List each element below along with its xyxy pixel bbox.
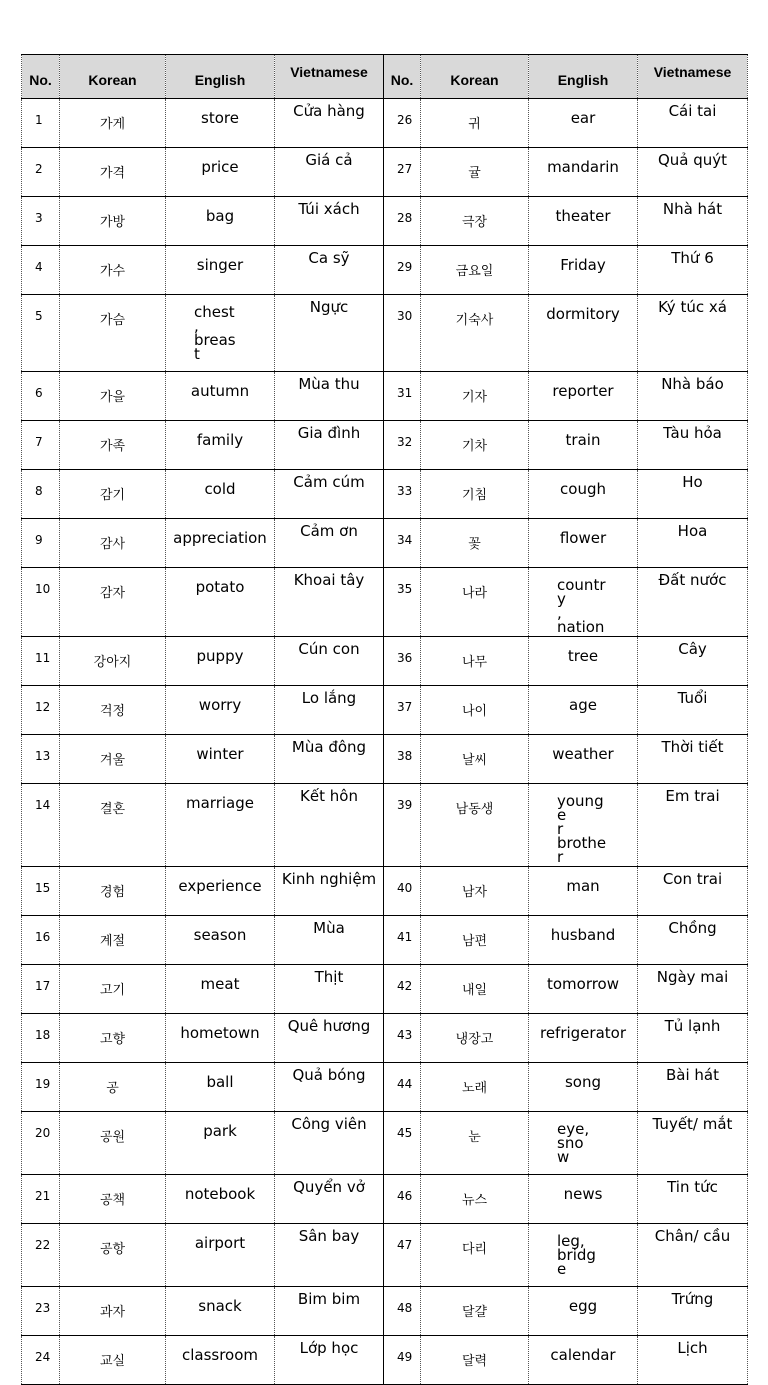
english-word: husband (529, 916, 638, 965)
english-word: airport (166, 1224, 275, 1287)
header-row (22, 55, 748, 99)
table-row (22, 519, 748, 568)
vietnamese-word: Sân bay (275, 1224, 384, 1287)
entry-number: 2 (22, 148, 60, 197)
vietnamese-word: Cảm ơn (275, 519, 384, 568)
table-row (22, 916, 748, 965)
vietnamese-word: Hoa (638, 519, 748, 568)
korean-word: 가수 (60, 246, 166, 295)
entry-number: 19 (22, 1063, 60, 1112)
vietnamese-word: Ký túc xá (638, 295, 748, 372)
entry-number: 12 (22, 686, 60, 735)
vietnamese-word: Chồng (638, 916, 748, 965)
english-word: song (529, 1063, 638, 1112)
vietnamese-word: Thời tiết (638, 735, 748, 784)
korean-word: 남자 (421, 867, 529, 916)
vietnamese-word: Lịch (638, 1336, 748, 1385)
vietnamese-word: Cún con (275, 637, 384, 686)
entry-number: 31 (384, 372, 421, 421)
korean-word: 가을 (60, 372, 166, 421)
korean-word: 가슴 (60, 295, 166, 372)
english-word: news (529, 1175, 638, 1224)
english-word: potato (166, 568, 275, 637)
table-row (22, 1112, 748, 1175)
korean-word: 나라 (421, 568, 529, 637)
korean-word: 달걀 (421, 1287, 529, 1336)
korean-word: 강아지 (60, 637, 166, 686)
korean-word: 달력 (421, 1336, 529, 1385)
english-word: price (166, 148, 275, 197)
header-vietnamese: Vietnamese (275, 55, 384, 99)
table-row (22, 1224, 748, 1287)
english-word-wrapped: leg, bridg e (557, 1232, 596, 1278)
entry-number: 29 (384, 246, 421, 295)
entry-number: 35 (384, 568, 421, 637)
vietnamese-word: Lo lắng (275, 686, 384, 735)
korean-word: 경험 (60, 867, 166, 916)
entry-number: 30 (384, 295, 421, 372)
english-word: weather (529, 735, 638, 784)
vietnamese-word: Bài hát (638, 1063, 748, 1112)
english-word: flower (529, 519, 638, 568)
entry-number: 14 (22, 784, 60, 867)
entry-number: 46 (384, 1175, 421, 1224)
vietnamese-word: Cảm cúm (275, 470, 384, 519)
table-row (22, 784, 748, 867)
vietnamese-word: Con trai (638, 867, 748, 916)
korean-word: 감자 (60, 568, 166, 637)
korean-word: 귀 (421, 99, 529, 148)
english-word: marriage (166, 784, 275, 867)
vietnamese-word: Quê hương (275, 1014, 384, 1063)
entry-number: 23 (22, 1287, 60, 1336)
entry-number: 27 (384, 148, 421, 197)
korean-word: 공항 (60, 1224, 166, 1287)
english-word: cold (166, 470, 275, 519)
korean-word: 뉴스 (421, 1175, 529, 1224)
korean-word: 노래 (421, 1063, 529, 1112)
entry-number: 43 (384, 1014, 421, 1063)
entry-number: 38 (384, 735, 421, 784)
vietnamese-word: Kinh nghiệm (275, 867, 384, 916)
entry-number: 44 (384, 1063, 421, 1112)
english-word: mandarin (529, 148, 638, 197)
english-word (166, 295, 275, 372)
table-row (22, 1063, 748, 1112)
korean-word: 날씨 (421, 735, 529, 784)
table-row (22, 295, 748, 372)
english-word: theater (529, 197, 638, 246)
korean-word: 공원 (60, 1112, 166, 1175)
english-word (529, 1224, 638, 1287)
vietnamese-word: Tàu hỏa (638, 421, 748, 470)
korean-word: 남동생 (421, 784, 529, 867)
vietnamese-word: Lớp học (275, 1336, 384, 1385)
vietnamese-word: Thịt (275, 965, 384, 1014)
english-word-wrapped: country , nation (557, 576, 606, 636)
english-word: bag (166, 197, 275, 246)
vietnamese-word: Khoai tây (275, 568, 384, 637)
english-word: singer (166, 246, 275, 295)
english-word: tree (529, 637, 638, 686)
table-row (22, 637, 748, 686)
vietnamese-word: Túi xách (275, 197, 384, 246)
vietnamese-word: Mùa thu (275, 372, 384, 421)
korean-word: 기자 (421, 372, 529, 421)
entry-number: 39 (384, 784, 421, 867)
english-word: park (166, 1112, 275, 1175)
korean-word: 공책 (60, 1175, 166, 1224)
english-word (529, 568, 638, 637)
english-word: ball (166, 1063, 275, 1112)
korean-word: 가족 (60, 421, 166, 470)
english-word: snack (166, 1287, 275, 1336)
vietnamese-word: Ca sỹ (275, 246, 384, 295)
english-word: notebook (166, 1175, 275, 1224)
table-row (22, 1287, 748, 1336)
english-word: store (166, 99, 275, 148)
korean-word: 가격 (60, 148, 166, 197)
entry-number: 45 (384, 1112, 421, 1175)
entry-number: 41 (384, 916, 421, 965)
entry-number: 15 (22, 867, 60, 916)
korean-word: 기숙사 (421, 295, 529, 372)
korean-word: 가게 (60, 99, 166, 148)
korean-word: 공 (60, 1063, 166, 1112)
table-row (22, 686, 748, 735)
table-row (22, 735, 748, 784)
vietnamese-word: Tin tức (638, 1175, 748, 1224)
table-row (22, 568, 748, 637)
vietnamese-word: Ngực (275, 295, 384, 372)
vietnamese-word: Công viên (275, 1112, 384, 1175)
english-word: refrigerator (529, 1014, 638, 1063)
entry-number: 37 (384, 686, 421, 735)
entry-number: 1 (22, 99, 60, 148)
entry-number: 40 (384, 867, 421, 916)
english-word: winter (166, 735, 275, 784)
table-row (22, 470, 748, 519)
vietnamese-word: Cây (638, 637, 748, 686)
english-word: hometown (166, 1014, 275, 1063)
korean-word: 고기 (60, 965, 166, 1014)
entry-number: 10 (22, 568, 60, 637)
english-word: classroom (166, 1336, 275, 1385)
korean-word: 귤 (421, 148, 529, 197)
vietnamese-word: Quả bóng (275, 1063, 384, 1112)
english-word: season (166, 916, 275, 965)
vietnamese-word: Chân/ cầu (638, 1224, 748, 1287)
entry-number: 48 (384, 1287, 421, 1336)
english-word: dormitory (529, 295, 638, 372)
vietnamese-word: Nhà báo (638, 372, 748, 421)
table-row (22, 148, 748, 197)
english-word-wrapped: chest , breas t (194, 303, 236, 363)
entry-number: 16 (22, 916, 60, 965)
vietnamese-word: Giá cả (275, 148, 384, 197)
korean-word: 눈 (421, 1112, 529, 1175)
korean-word: 꽃 (421, 519, 529, 568)
vietnamese-word: Ngày mai (638, 965, 748, 1014)
entry-number: 7 (22, 421, 60, 470)
header-vietnamese: Vietnamese (638, 55, 748, 99)
english-word: puppy (166, 637, 275, 686)
entry-number: 6 (22, 372, 60, 421)
korean-word: 다리 (421, 1224, 529, 1287)
header-no: No. (384, 55, 421, 99)
vietnamese-word: Nhà hát (638, 197, 748, 246)
entry-number: 20 (22, 1112, 60, 1175)
english-word: experience (166, 867, 275, 916)
table-row (22, 1014, 748, 1063)
table-row (22, 965, 748, 1014)
table-row (22, 372, 748, 421)
entry-number: 8 (22, 470, 60, 519)
entry-number: 18 (22, 1014, 60, 1063)
vietnamese-word: Kết hôn (275, 784, 384, 867)
table-row (22, 867, 748, 916)
entry-number: 9 (22, 519, 60, 568)
english-word: train (529, 421, 638, 470)
english-word-wrapped: younge r brothe r (557, 792, 607, 866)
english-word-wrapped: eye, sno w (557, 1120, 590, 1166)
table-row (22, 197, 748, 246)
korean-word: 교실 (60, 1336, 166, 1385)
vietnamese-word: Đất nước (638, 568, 748, 637)
korean-word: 가방 (60, 197, 166, 246)
english-word: family (166, 421, 275, 470)
entry-number: 28 (384, 197, 421, 246)
table-row (22, 421, 748, 470)
vietnamese-word: Thứ 6 (638, 246, 748, 295)
english-word: calendar (529, 1336, 638, 1385)
korean-word: 금요일 (421, 246, 529, 295)
vocabulary-body (22, 99, 748, 1385)
korean-word: 결혼 (60, 784, 166, 867)
vietnamese-word: Tuyết/ mắt (638, 1112, 748, 1175)
entry-number: 32 (384, 421, 421, 470)
english-word: tomorrow (529, 965, 638, 1014)
vietnamese-word: Quả quýt (638, 148, 748, 197)
english-word: worry (166, 686, 275, 735)
english-word: autumn (166, 372, 275, 421)
korean-word: 냉장고 (421, 1014, 529, 1063)
vietnamese-word: Gia đình (275, 421, 384, 470)
vietnamese-word: Trứng (638, 1287, 748, 1336)
korean-word: 감기 (60, 470, 166, 519)
korean-word: 기침 (421, 470, 529, 519)
english-word: man (529, 867, 638, 916)
vietnamese-word: Cái tai (638, 99, 748, 148)
entry-number: 13 (22, 735, 60, 784)
entry-number: 21 (22, 1175, 60, 1224)
header-english: English (529, 55, 638, 99)
vocabulary-table (21, 54, 748, 1385)
entry-number: 33 (384, 470, 421, 519)
entry-number: 17 (22, 965, 60, 1014)
korean-word: 계절 (60, 916, 166, 965)
english-word (529, 784, 638, 867)
korean-word: 감사 (60, 519, 166, 568)
english-word: appreciation (166, 519, 275, 568)
english-word: egg (529, 1287, 638, 1336)
entry-number: 42 (384, 965, 421, 1014)
entry-number: 22 (22, 1224, 60, 1287)
korean-word: 나무 (421, 637, 529, 686)
entry-number: 49 (384, 1336, 421, 1385)
korean-word: 고향 (60, 1014, 166, 1063)
korean-word: 과자 (60, 1287, 166, 1336)
entry-number: 3 (22, 197, 60, 246)
english-word: Friday (529, 246, 638, 295)
entry-number: 47 (384, 1224, 421, 1287)
korean-word: 기차 (421, 421, 529, 470)
entry-number: 34 (384, 519, 421, 568)
korean-word: 겨울 (60, 735, 166, 784)
table-row (22, 1175, 748, 1224)
header-korean: Korean (421, 55, 529, 99)
english-word: reporter (529, 372, 638, 421)
header-korean: Korean (60, 55, 166, 99)
english-word: cough (529, 470, 638, 519)
table-row (22, 99, 748, 148)
vietnamese-word: Em trai (638, 784, 748, 867)
header-english: English (166, 55, 275, 99)
table-row (22, 1336, 748, 1385)
korean-word: 걱정 (60, 686, 166, 735)
entry-number: 4 (22, 246, 60, 295)
english-word: ear (529, 99, 638, 148)
vietnamese-word: Quyển vở (275, 1175, 384, 1224)
vietnamese-word: Mùa đông (275, 735, 384, 784)
korean-word: 남편 (421, 916, 529, 965)
english-word: meat (166, 965, 275, 1014)
entry-number: 11 (22, 637, 60, 686)
entry-number: 5 (22, 295, 60, 372)
vietnamese-word: Mùa (275, 916, 384, 965)
entry-number: 26 (384, 99, 421, 148)
entry-number: 24 (22, 1336, 60, 1385)
vietnamese-word: Cửa hàng (275, 99, 384, 148)
english-word: age (529, 686, 638, 735)
korean-word: 극장 (421, 197, 529, 246)
header-no: No. (22, 55, 60, 99)
english-word (529, 1112, 638, 1175)
vietnamese-word: Bim bim (275, 1287, 384, 1336)
table-row (22, 246, 748, 295)
vietnamese-word: Ho (638, 470, 748, 519)
vietnamese-word: Tuổi (638, 686, 748, 735)
entry-number: 36 (384, 637, 421, 686)
korean-word: 나이 (421, 686, 529, 735)
korean-word: 내일 (421, 965, 529, 1014)
vietnamese-word: Tủ lạnh (638, 1014, 748, 1063)
